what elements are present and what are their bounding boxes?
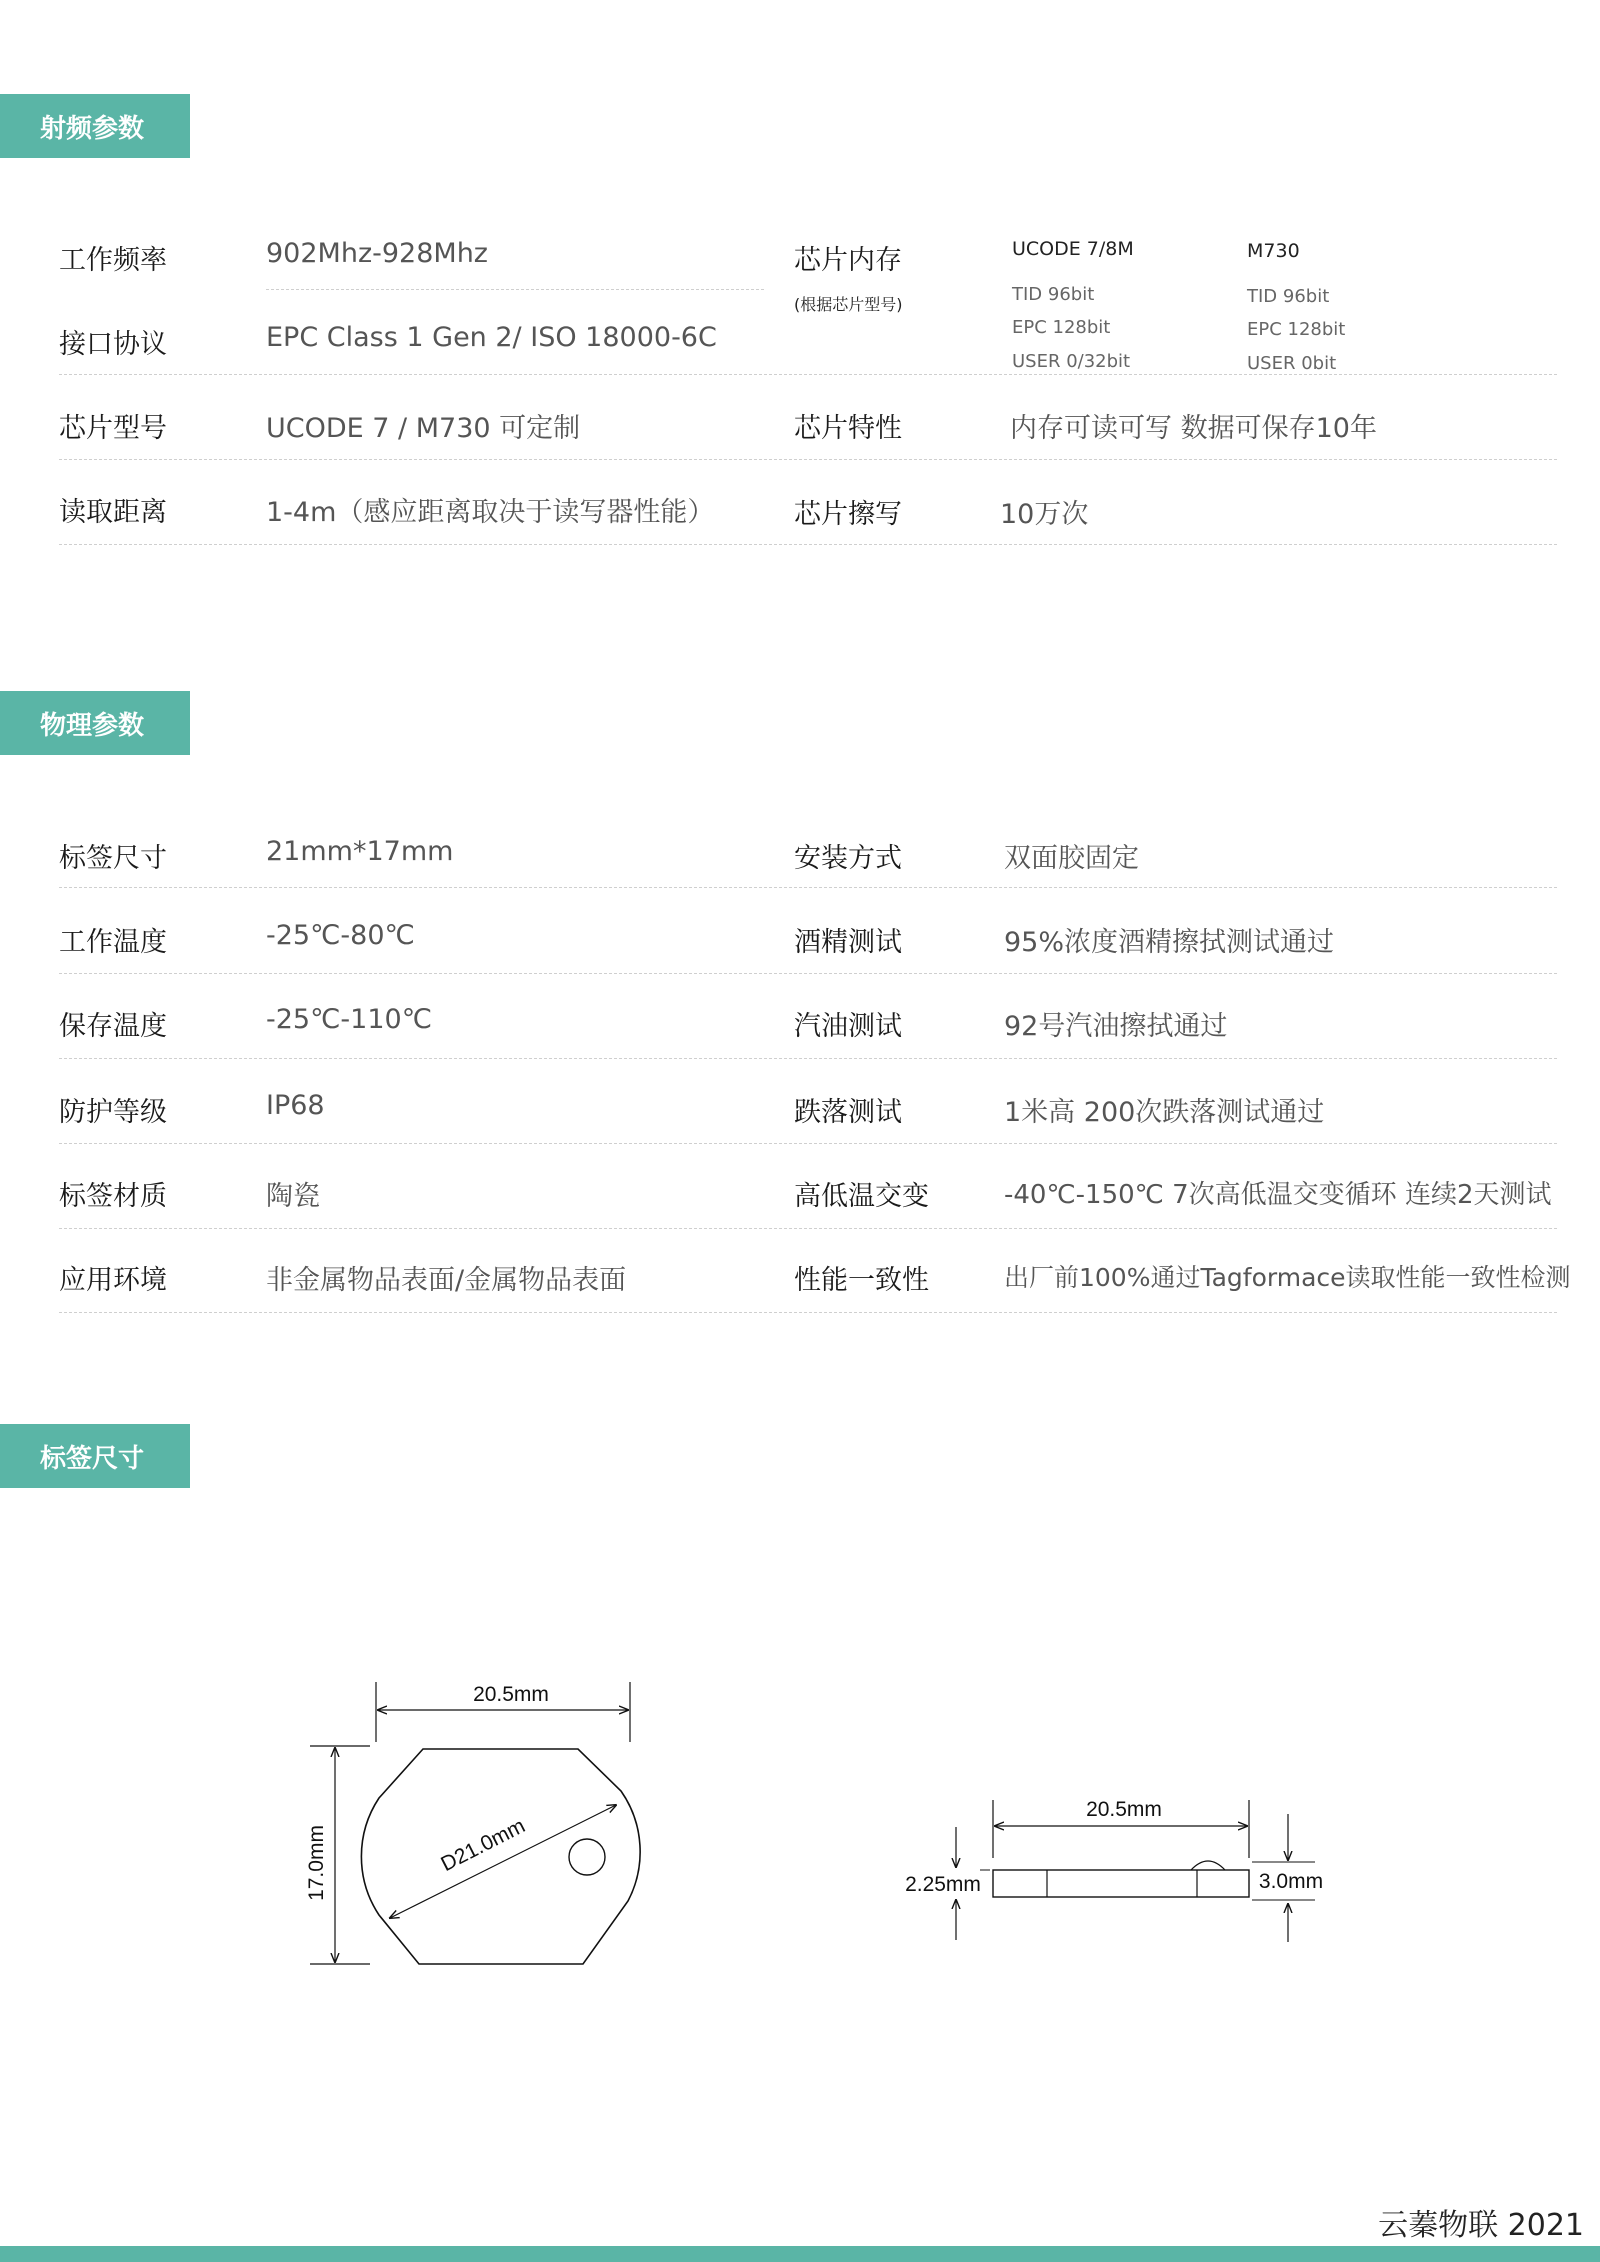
rf-label-chip-model: 芯片型号 [59,413,167,444]
row-divider [59,973,1557,974]
phys-label-protection: 防护等级 [59,1097,167,1128]
chip-m730-tid: TID 96bit [1247,286,1330,307]
front-diameter-label: D21.0mm [437,1814,529,1877]
side-body [993,1870,1249,1897]
side-view-drawing [890,1780,1340,1950]
front-view-drawing [290,1670,660,1980]
phys-label-material: 标签材质 [59,1181,167,1212]
footer-bar [0,2246,1600,2262]
phys-value-storage-temp: -25℃-110℃ [266,1004,433,1035]
rf-value-chip-model: UCODE 7 / M730 可定制 [266,413,581,444]
phys-value-environment: 非金属物品表面/金属物品表面 [266,1265,627,1296]
rf-label-frequency: 工作频率 [59,245,167,276]
row-divider [59,459,1557,460]
row-divider [59,1312,1557,1313]
rf-value-chip-erase: 10万次 [1000,499,1089,530]
phys-value-work-temp: -25℃-80℃ [266,920,415,951]
phys-value-thermal-cycle: -40℃-150℃ 7次高低温交变循环 连续2天测试 [1004,1180,1552,1210]
phys-value-install: 双面胶固定 [1004,843,1139,874]
row-divider [59,1058,1557,1059]
rf-section-title: 射频参数 [0,94,190,158]
rf-value-read-distance: 1-4m（感应距离取决于读写器性能） [266,497,715,528]
rf-label-read-distance: 读取距离 [59,497,167,528]
phys-label-consistency: 性能一致性 [794,1265,929,1296]
phys-label-environment: 应用环境 [59,1265,167,1296]
side-thickness-left-label: 2.25mm [905,1873,981,1896]
phys-value-alcohol: 95%浓度酒精擦拭测试通过 [1004,927,1335,958]
rf-memory-sublabel: (根据芯片型号) [794,295,903,314]
chip-ucode-epc: EPC 128bit [1012,317,1111,338]
chip-ucode-user: USER 0/32bit [1012,351,1131,372]
front-height-label: 17.0mm [305,1825,328,1901]
row-divider [59,1143,1557,1144]
rf-label-protocol: 接口协议 [59,329,167,360]
chip-m730-user: USER 0bit [1247,353,1337,374]
phys-label-drop: 跌落测试 [794,1097,902,1128]
rf-value-chip-feature: 内存可读可写 数据可保存10年 [1010,413,1377,444]
phys-value-protection: IP68 [266,1090,325,1121]
row-divider [59,374,1557,375]
phys-label-alcohol: 酒精测试 [794,927,902,958]
tag-hole [569,1839,605,1875]
chip-ucode-head: UCODE 7/8M [1012,238,1134,260]
row-divider [59,544,1557,545]
chip-ucode-tid: TID 96bit [1012,284,1095,305]
phys-value-consistency: 出厂前100%通过Tagformace读取性能一致性检测 [1004,1263,1571,1292]
side-bump [1191,1861,1225,1870]
rf-value-protocol: EPC Class 1 Gen 2/ ISO 18000-6C [266,322,717,353]
phys-label-install: 安装方式 [794,843,902,874]
size-section-title: 标签尺寸 [0,1424,190,1488]
row-divider [59,1228,1557,1229]
side-thickness-right-label: 3.0mm [1258,1870,1324,1893]
rf-label-memory: 芯片内存 [794,245,902,276]
phys-label-thermal-cycle: 高低温交变 [794,1181,929,1212]
tag-outline [361,1749,640,1964]
phys-label-tag-size: 标签尺寸 [59,843,167,874]
phys-value-drop: 1米高 200次跌落测试通过 [1004,1097,1325,1128]
phys-value-tag-size: 21mm*17mm [266,836,454,867]
physical-section-title: 物理参数 [0,691,190,755]
phys-value-material: 陶瓷 [266,1181,320,1212]
rf-label-chip-feature: 芯片特性 [794,413,902,444]
side-width-label: 20.5mm [1086,1798,1162,1821]
row-divider [266,289,764,290]
rf-value-frequency: 902Mhz-928Mhz [266,238,488,269]
footer-brand: 云蓁物联 2021 [1378,2208,1584,2243]
front-width-label: 20.5mm [473,1683,549,1706]
phys-label-storage-temp: 保存温度 [59,1011,167,1042]
row-divider [59,887,1557,888]
chip-m730-epc: EPC 128bit [1247,319,1346,340]
rf-label-chip-erase: 芯片擦写 [794,499,902,530]
chip-m730-head: M730 [1247,240,1300,262]
phys-label-gasoline: 汽油测试 [794,1011,902,1042]
phys-value-gasoline: 92号汽油擦拭通过 [1004,1011,1228,1042]
phys-label-work-temp: 工作温度 [59,927,167,958]
